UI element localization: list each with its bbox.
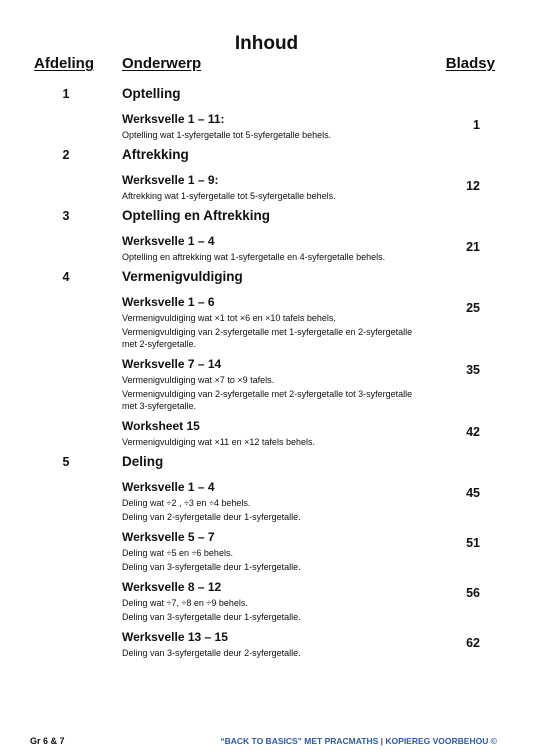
toc-entry[interactable]: [0, 480, 533, 523]
section-heading: [0, 86, 533, 105]
toc-section: [0, 269, 533, 448]
entry-description: [122, 547, 422, 573]
entry-label: Werksvelle 1 – 4: [122, 234, 215, 248]
entry-description-line: Vermenigvuldiging wat ×7 to ×9 tafels.: [122, 375, 275, 385]
entry-description: [122, 597, 422, 623]
footer-grade: Gr 6 & 7: [30, 736, 65, 746]
entry-description-line: Vermenigvuldiging van 2-syfergetalle met 2-syfergetalle tot 3-syfergetalle met 3-syfergetalle.: [122, 389, 413, 411]
section-heading: [0, 269, 533, 288]
section-number: 4: [62, 270, 70, 284]
entry-description-line: Aftrekking wat 1-syfergetalle tot 5-syfergetalle behels.: [122, 191, 336, 201]
entry-description-line: Deling van 3-syfergetalle deur 1-syfergetalle.: [122, 562, 301, 572]
section-title: Optelling: [122, 86, 181, 101]
toc-entry[interactable]: [0, 234, 533, 263]
contents-list: [0, 80, 533, 659]
toc-entry[interactable]: [0, 630, 533, 659]
footer-brand: “BACK TO BASICS” MET PRACMATHS: [220, 736, 379, 746]
section-title: Optelling en Aftrekking: [122, 208, 271, 223]
footer-credits: [220, 736, 497, 746]
entry-label: Werksvelle 1 – 4: [122, 480, 215, 494]
entry-page-number: 56: [466, 586, 480, 600]
entry-description: [122, 312, 422, 350]
header-page: Bladsy: [445, 55, 495, 72]
entry-description: [122, 374, 422, 412]
section-title: Aftrekking: [122, 147, 189, 162]
entry-description-line: Deling wat ÷7, ÷8 en ÷9 behels.: [122, 598, 248, 608]
section-number: 3: [62, 209, 70, 223]
entry-label: Worksheet 15: [122, 419, 200, 433]
toc-section: [0, 86, 533, 141]
entry-page-number: 35: [466, 363, 480, 377]
toc-entry[interactable]: [0, 580, 533, 623]
entry-page-number: 25: [466, 301, 480, 315]
entry-page-number: 42: [466, 425, 480, 439]
section-heading: [0, 208, 533, 227]
header-section: Afdeling: [34, 55, 94, 72]
toc-entry[interactable]: [0, 419, 533, 448]
entry-label: Werksvelle 1 – 9:: [122, 173, 219, 187]
entry-description-line: Vermenigvuldiging wat ×1 tot ×6 en ×10 tafels behels.: [122, 313, 336, 323]
entry-description: [122, 497, 422, 523]
toc-section: [0, 147, 533, 202]
entry-page-number: 62: [466, 636, 480, 650]
toc-entry[interactable]: [0, 112, 533, 141]
toc-entry[interactable]: [0, 357, 533, 412]
entry-description-line: Optelling wat 1-syfergetalle tot 5-syfergetalle behels.: [122, 130, 332, 140]
entry-description-line: Deling van 3-syfergetalle deur 1-syfergetalle.: [122, 612, 301, 622]
entry-description: [122, 129, 422, 141]
entry-description-line: Deling wat ÷5 en ÷6 behels.: [122, 548, 233, 558]
entry-description: [122, 436, 422, 448]
entry-label: Werksvelle 1 – 6: [122, 295, 215, 309]
entry-description-line: Vermenigvuldiging van 2-syfergetalle met 1-syfergetalle en 2-syfergetalle met 2-syfergetalle.: [122, 327, 413, 349]
entry-page-number: 1: [473, 118, 480, 132]
header-topic: Onderwerp: [122, 55, 202, 72]
toc-entry[interactable]: [0, 173, 533, 202]
footer-separator: |: [380, 736, 384, 746]
section-number: 2: [62, 148, 70, 162]
section-number: 5: [62, 455, 70, 469]
toc-entry[interactable]: [0, 530, 533, 573]
entry-description-line: Deling wat ÷2 , ÷3 en ÷4 behels.: [122, 498, 251, 508]
entry-page-number: 51: [466, 536, 480, 550]
entry-description: [122, 647, 422, 659]
section-title: Deling: [122, 454, 164, 469]
toc-section: [0, 208, 533, 263]
entry-page-number: 45: [466, 486, 480, 500]
section-heading: [0, 454, 533, 473]
entry-description-line: Deling van 3-syfergetalle deur 2-syfergetalle.: [122, 648, 301, 658]
section-heading: [0, 147, 533, 166]
entry-label: Werksvelle 1 – 11:: [122, 112, 225, 126]
page-title: Inhoud: [234, 33, 299, 54]
entry-page-number: 12: [466, 179, 480, 193]
entry-label: Werksvelle 13 – 15: [122, 630, 228, 644]
section-title: Vermenigvuldiging: [122, 269, 243, 284]
entry-label: Werksvelle 7 – 14: [122, 357, 222, 371]
footer-copyright: KOPIEREG VOORBEHOU ©: [385, 736, 497, 746]
entry-description-line: Deling van 2-syfergetalle deur 1-syfergetalle.: [122, 512, 301, 522]
entry-description: [122, 251, 422, 263]
entry-label: Werksvelle 8 – 12: [122, 580, 222, 594]
toc-entry[interactable]: [0, 295, 533, 350]
entry-page-number: 21: [466, 240, 480, 254]
entry-description-line: Optelling en aftrekking wat 1-syfergetalle en 4-syfergetalle behels.: [122, 252, 386, 262]
entry-label: Werksvelle 5 – 7: [122, 530, 215, 544]
section-number: 1: [62, 87, 70, 101]
entry-description-line: Vermenigvuldiging wat ×11 en ×12 tafels behels.: [122, 437, 315, 447]
entry-description: [122, 190, 422, 202]
toc-section: [0, 454, 533, 659]
